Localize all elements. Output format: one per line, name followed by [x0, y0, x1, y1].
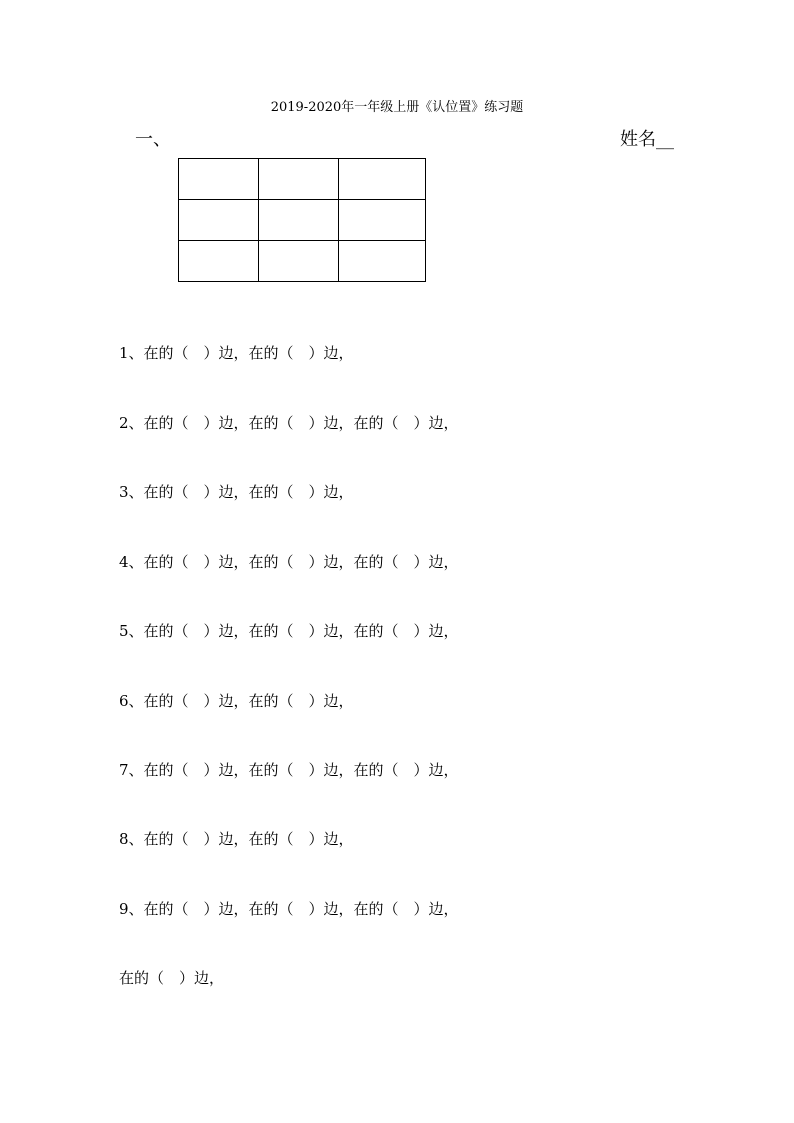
grid-cell	[339, 200, 426, 241]
question-8: 8、在的（ ）边，在的（ ）边，	[119, 830, 354, 848]
grid-cell	[339, 241, 426, 282]
grid-cell	[259, 200, 339, 241]
grid-row	[179, 200, 426, 241]
grid-row	[179, 159, 426, 200]
grid-cell	[179, 200, 259, 241]
question-7: 7、在的（ ）边，在的（ ）边，在的（ ）边，	[119, 761, 459, 779]
question-6: 6、在的（ ）边，在的（ ）边，	[119, 692, 354, 710]
name-field-label: 姓名__	[620, 129, 674, 150]
grid-row	[179, 241, 426, 282]
question-2: 2、在的（ ）边，在的（ ）边，在的（ ）边，	[119, 414, 459, 432]
document-title: 2019-2020年一年级上册《认位置》练习题	[270, 100, 524, 115]
position-grid	[178, 158, 426, 282]
question-4: 4、在的（ ）边，在的（ ）边，在的（ ）边，	[119, 553, 459, 571]
question-5: 5、在的（ ）边，在的（ ）边，在的（ ）边，	[119, 622, 459, 640]
question-3: 3、在的（ ）边，在的（ ）边，	[119, 483, 354, 501]
grid-cell	[339, 159, 426, 200]
question-9: 9、在的（ ）边，在的（ ）边，在的（ ）边，	[119, 900, 459, 918]
grid-cell	[179, 241, 259, 282]
section-label: 一、	[135, 129, 171, 150]
grid-cell	[179, 159, 259, 200]
question-continuation: 在的（ ）边，	[119, 969, 225, 987]
grid-cell	[259, 241, 339, 282]
grid-cell	[259, 159, 339, 200]
question-1: 1、在的（ ）边，在的（ ）边，	[119, 344, 354, 362]
